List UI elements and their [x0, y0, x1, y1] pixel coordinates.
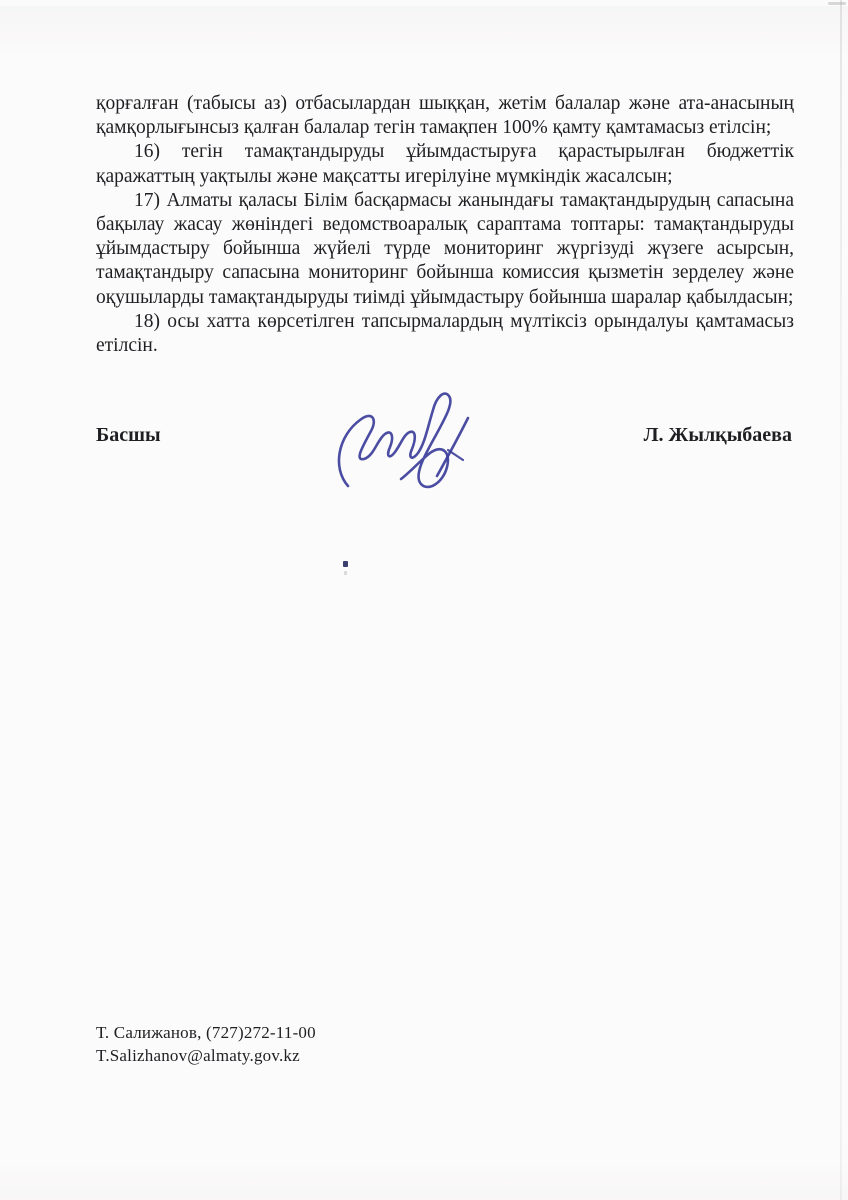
handwritten-signature — [330, 388, 480, 500]
signer-name: Л. Жылқыбаева — [643, 424, 792, 446]
paragraph-item-17: 17) Алматы қаласы Білім басқармасы жанындағы тамақтандырудың сапасына бақылау жасау жөніндегі ведомствоаралық сараптама топтары: тамақтандыруды ұйымдастыру бойынша жүйелі түрде мониторинг жүргізуді жүзеге асырсын, тамақтандыру сапасына мониторинг бойынша комиссия қызметін зерделеу және оқушыларды тамақтандыруды тиімді ұйымдастыру бойынша шаралар қабылдасын; — [96, 189, 794, 308]
scan-artifact-bottom-band — [0, 1160, 848, 1200]
executor-email: T.Salizhanov@almaty.gov.kz — [96, 1046, 300, 1065]
letter-body — [96, 92, 794, 358]
paragraph-item-18: 18) осы хатта көрсетілген тапсырмалардың мүлтіксіз орындалуы қамтамасыз етілсін. — [96, 310, 794, 357]
executor-contact-block — [96, 1021, 316, 1067]
paragraph-item-16: 16) тегін тамақтандыруды ұйымдастыруға қарастырылған бюджеттік қаражаттың уақтылы және мақсатты игерілуіне мүмкіндік жасалсын; — [96, 141, 794, 187]
scan-artifact-corner-mark — [828, 2, 846, 5]
scan-artifact-right-edge — [840, 0, 842, 1200]
signer-role-label: Басшы — [96, 424, 161, 446]
scan-speck — [343, 561, 348, 567]
scan-artifact-top-band — [0, 6, 848, 58]
paragraph-continuation: қорғалған (табысы аз) отбасылардан шыққан, жетім балалар және ата-анасының қамқорлығынсыз қалған балалар тегін тамақпен 100% қамту қамтамасыз етілсін; — [96, 93, 794, 139]
executor-name-phone: Т. Салижанов, (727)272-11-00 — [96, 1023, 316, 1042]
